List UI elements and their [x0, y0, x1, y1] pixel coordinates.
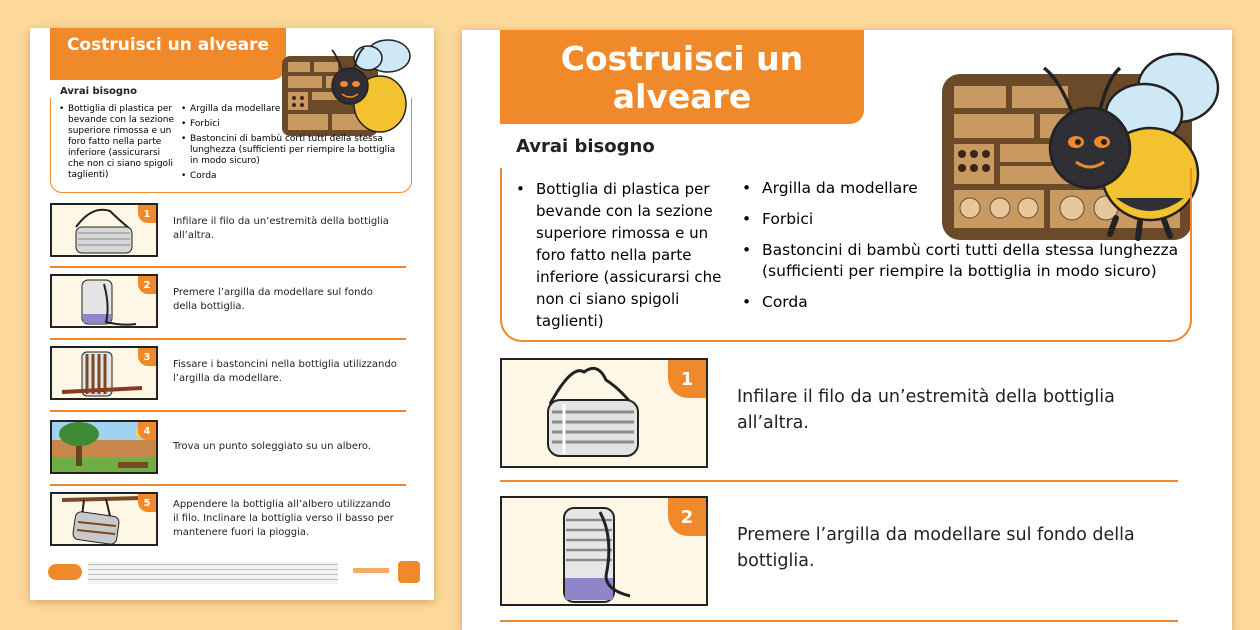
needs-list-left: [516, 178, 738, 332]
page-title: Costruisci un alveare: [50, 28, 286, 80]
needs-item: • Corda: [742, 292, 1182, 313]
page-footer: [48, 558, 418, 588]
needs-item: • Argilla da modellare: [742, 178, 1182, 199]
needs-item: • Argilla da modellare: [181, 104, 406, 115]
needs-list-right: [181, 104, 406, 186]
needs-list-left: [59, 104, 177, 185]
step-number: 3: [138, 348, 156, 366]
step-text: Appendere la bottiglia all’albero utilizzando il filo. Inclinare la bottiglia verso il basso per mantenere fuori la pioggia.: [173, 499, 394, 538]
step-2-image: [500, 496, 708, 606]
page-title: Costruisci un alveare: [500, 30, 864, 124]
step-text: Infilare il filo da un’estremità della bottiglia all’altra.: [173, 216, 389, 241]
step-4-image: [50, 420, 158, 474]
needs-item: • Corda: [181, 171, 406, 182]
website-link: [353, 568, 389, 573]
step-divider: [50, 484, 406, 486]
step-number: 4: [138, 422, 156, 440]
step-number: 1: [668, 360, 706, 398]
step-divider: [500, 620, 1178, 622]
copyright-fine-print: [88, 562, 338, 584]
step-5-image: [50, 492, 158, 546]
needs-item: • Bastoncini di bambù corti tutti della stessa lunghezza (sufficienti per riempire la bottiglia in modo sicuro): [181, 134, 406, 167]
needs-box: [50, 98, 412, 193]
needs-box: [500, 168, 1192, 342]
needs-heading: Avrai bisogno: [516, 136, 655, 157]
needs-list-right: [742, 178, 1182, 323]
step-number: 5: [138, 494, 156, 512]
step-divider: [50, 338, 406, 340]
step-1-image: [50, 203, 158, 257]
step-number: 2: [668, 498, 706, 536]
step-divider: [50, 410, 406, 412]
step-text: Premere l’argilla da modellare sul fondo della bottiglia.: [173, 287, 373, 312]
step-text: Infilare il filo da un’estremità della bottiglia all’altra.: [737, 387, 1115, 433]
needs-heading: Avrai bisogno: [60, 86, 138, 97]
step-text: Premere l’argilla da modellare sul fondo della bottiglia.: [737, 525, 1135, 571]
page-preview-small: [30, 28, 434, 600]
step-text: Fissare i bastoncini nella bottiglia utilizzando l’argilla da modellare.: [173, 359, 397, 384]
step-3-image: [50, 346, 158, 400]
needs-item: • Bottiglia di plastica per bevande con la sezione superiore rimossa e un foro fatto nella parte inferiore (assicurarsi che non ci siano spigoli taglienti): [59, 104, 177, 181]
needs-item: • Forbici: [181, 119, 406, 130]
step-divider: [500, 480, 1178, 482]
twinkl-logo: [48, 564, 82, 580]
step-number: 1: [138, 205, 156, 223]
step-divider: [50, 266, 406, 268]
step-1-image: [500, 358, 708, 468]
step-2-image: [50, 274, 158, 328]
page-zoom-large: [462, 30, 1232, 630]
step-number: 2: [138, 276, 156, 294]
needs-item: • Bottiglia di plastica per bevande con la sezione superiore rimossa e un foro fatto nella parte inferiore (assicurarsi che non ci siano spigoli taglienti): [516, 178, 738, 332]
quality-badge-icon: [398, 561, 420, 583]
needs-item: • Bastoncini di bambù corti tutti della stessa lunghezza (sufficienti per riempire la bottiglia in modo sicuro): [742, 240, 1182, 282]
needs-item: • Forbici: [742, 209, 1182, 230]
step-text: Trova un punto soleggiato su un albero.: [173, 441, 372, 452]
